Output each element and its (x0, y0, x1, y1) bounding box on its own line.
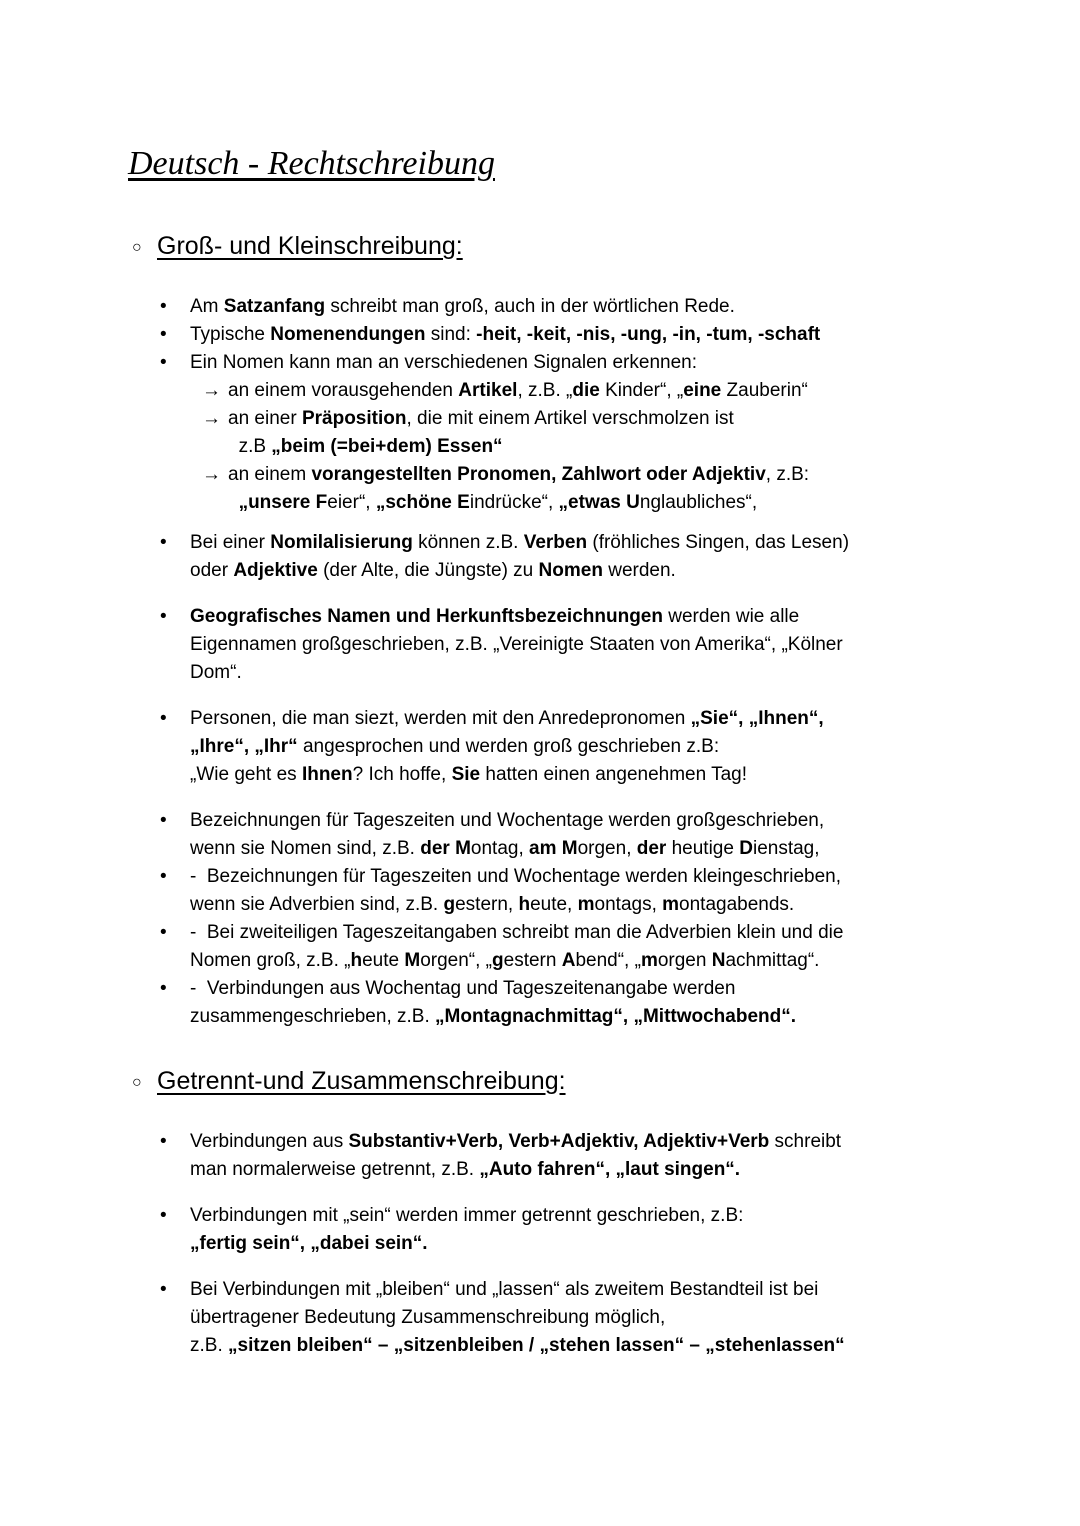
bullet-icon: • (160, 324, 167, 345)
bullet-icon: • (160, 810, 167, 831)
list-item (160, 349, 1040, 377)
text-run: an einem (228, 464, 312, 485)
item-text (190, 529, 849, 585)
item-text (190, 807, 824, 863)
list-item (160, 863, 1040, 919)
text-run: werden. (602, 560, 676, 581)
item-text (190, 1202, 743, 1258)
text-run: Artikel (458, 380, 518, 401)
section (128, 1065, 1040, 1360)
text-run: Personen, die man siezt, werden mit den Anredepronomen (190, 708, 691, 729)
item-text (190, 1128, 841, 1184)
text-run: an einem vorausgehenden (228, 380, 459, 401)
text-run: sind: (425, 324, 477, 345)
list-item (202, 377, 1040, 405)
section-heading: Groß- und Kleinschreibung: (157, 232, 463, 260)
text-run: (der Alte, die Jüngste) zu (317, 560, 539, 581)
text-run: „Auto fahren“, „laut singen“. (479, 1159, 741, 1180)
bullet-icon: • (160, 978, 167, 999)
text-run: Am (190, 296, 224, 317)
text-run: Nomilalisierung (270, 532, 413, 553)
list-item (160, 1276, 1040, 1360)
text-run: z.B (228, 436, 272, 457)
text-run: am M (529, 838, 578, 859)
list-item (160, 321, 1040, 349)
text-run: Bezeichnungen für Tageszeiten und Wochentage werden großgeschrieben, (190, 810, 825, 831)
text-run: Ihnen (301, 764, 353, 785)
text-run: E (457, 492, 470, 513)
item-text (228, 377, 808, 405)
list-item (160, 975, 1040, 1031)
text-run: Bei einer (190, 532, 271, 553)
document-title: Deutsch - Rechtschreibung (128, 145, 495, 182)
text-run: Geografisches Namen und Herkunftsbezeichnungen (190, 606, 663, 627)
text-run: estern (503, 950, 562, 971)
list-item (160, 1202, 1040, 1258)
text-run: Dom“. (190, 662, 242, 683)
list-item (160, 919, 1040, 975)
text-run: - Verbindungen aus Wochentag und Tageszeitenangabe werden (190, 978, 736, 999)
list-item (202, 405, 1040, 461)
text-run: heutige (666, 838, 740, 859)
text-run: ienstag, (752, 838, 820, 859)
text-run: Verben (523, 532, 588, 553)
text-run: Kinder“, „ (599, 380, 684, 401)
bullet-icon: • (160, 922, 167, 943)
text-run: Ein Nomen kann man an verschiedenen Signalen erkennen: (190, 352, 697, 373)
text-run: können z.B. (412, 532, 524, 553)
arrow-icon: → (202, 380, 221, 401)
section-items (128, 293, 1040, 1031)
text-run: schreibt (769, 1131, 842, 1152)
text-run: A (561, 950, 576, 971)
text-run: Nomenendungen (270, 324, 426, 345)
text-run: achmittag“. (725, 950, 820, 971)
bullet-icon: • (160, 1131, 167, 1152)
text-run: der (636, 838, 667, 859)
list-item (160, 705, 1040, 789)
text-run: zusammengeschrieben, z.B. (190, 1006, 436, 1027)
text-run: vorangestellten Pronomen, Zahlwort oder Adjektiv (311, 464, 766, 485)
list-item (160, 529, 1040, 585)
text-run: Präposition (301, 408, 407, 429)
text-run: g (443, 894, 456, 915)
text-run: (fröhliches Singen, das Lesen) (587, 532, 850, 553)
list-item (160, 1128, 1040, 1184)
circle-bullet-icon: ○ (132, 239, 142, 256)
item-text (190, 863, 841, 919)
text-run: estern, (455, 894, 519, 915)
text-run: „Sie“, „Ihnen“, (690, 708, 824, 729)
text-run: Zauberin“ (721, 380, 808, 401)
text-run: bend“, „ (575, 950, 641, 971)
item-text (190, 603, 843, 687)
section-heading-row (132, 1065, 1040, 1101)
text-run: der M (420, 838, 471, 859)
bullet-icon: • (160, 1279, 167, 1300)
section-heading-row (132, 230, 1040, 266)
list-item (160, 603, 1040, 687)
bullet-icon: • (160, 866, 167, 887)
bullet-icon: • (160, 532, 167, 553)
text-run: Adjektive (233, 560, 318, 581)
arrow-icon: → (202, 408, 221, 429)
section-heading: Getrennt-und Zusammenschreibung: (157, 1067, 566, 1095)
text-run: wenn sie Adverbien sind, z.B. (190, 894, 444, 915)
text-run: Eigennamen großgeschrieben, z.B. „Vereinigte Staaten von Amerika“, „Kölner (190, 634, 843, 655)
text-run: Substantiv+Verb, Verb+Adjektiv, Adjektiv+Verb (348, 1131, 770, 1152)
text-run: hatten einen angenehmen Tag! (480, 764, 748, 785)
text-run: orgen, (577, 838, 637, 859)
text-run: m (640, 950, 658, 971)
text-run: - Bezeichnungen für Tageszeiten und Wochentage werden kleingeschrieben, (190, 866, 842, 887)
text-run: „Wie geht es (190, 764, 302, 785)
text-run: Nomen (538, 560, 603, 581)
bullet-icon: • (160, 296, 167, 317)
text-run: ontag, (470, 838, 530, 859)
item-text (190, 919, 843, 975)
text-run: „Montagnachmittag“, „Mittwochabend“. (435, 1006, 797, 1027)
text-run: U (626, 492, 640, 513)
text-run: angesprochen und werden groß geschrieben z.B: (297, 736, 720, 757)
text-run: , z.B. „ (517, 380, 573, 401)
text-run: m (662, 894, 680, 915)
text-run: „sitzen bleiben“ – „sitzenbleiben / „stehen lassen“ – „stehenlassen“ (228, 1335, 845, 1356)
item-text (190, 321, 820, 349)
text-run: Bei Verbindungen mit „bleiben“ und „lassen“ als zweitem Bestandteil ist bei (190, 1279, 819, 1300)
list-item (160, 293, 1040, 321)
section-items (128, 1128, 1040, 1360)
text-run: Typische (190, 324, 271, 345)
text-run: Sie (451, 764, 481, 785)
text-run: N (711, 950, 726, 971)
text-run: „schöne (375, 492, 452, 513)
text-run: schreibt man groß, auch in der wörtlichen Rede. (325, 296, 735, 317)
text-run (228, 492, 239, 513)
text-run: eute, (530, 894, 578, 915)
text-run: z.B. (190, 1335, 229, 1356)
text-run: Nomen groß, z.B. „ (190, 950, 351, 971)
document-sections (128, 230, 1040, 1360)
text-run: werden wie alle (662, 606, 800, 627)
text-run: , z.B: (765, 464, 810, 485)
text-run: orgen (657, 950, 712, 971)
text-run: „unsere (238, 492, 311, 513)
text-run: F (315, 492, 328, 513)
text-run: orgen“, „ (420, 950, 493, 971)
text-run: Verbindungen mit „sein“ werden immer getrennt geschrieben, z.B: (190, 1205, 744, 1226)
text-run: Verbindungen aus (190, 1131, 349, 1152)
arrow-icon: → (202, 464, 221, 485)
bullet-icon: • (160, 708, 167, 729)
list-item (160, 807, 1040, 863)
text-run: oder (190, 560, 234, 581)
item-text (190, 349, 697, 377)
text-run: übertragener Bedeutung Zusammenschreibung möglich, (190, 1307, 666, 1328)
item-text (228, 405, 734, 461)
text-run: D (739, 838, 753, 859)
item-text (190, 1276, 845, 1360)
text-run: „beim (=bei+dem) Essen“ (271, 436, 503, 457)
text-run: „Ihre“, „Ihr“ (190, 736, 298, 757)
text-run: die (572, 380, 600, 401)
text-run: an einer (228, 408, 302, 429)
text-run: M (404, 950, 421, 971)
text-run: ontags, (594, 894, 663, 915)
text-run: wenn sie Nomen sind, z.B. (190, 838, 421, 859)
text-run: Satzanfang (223, 296, 326, 317)
text-run: ontagabends. (679, 894, 795, 915)
text-run: , die mit einem Artikel verschmolzen ist (406, 408, 734, 429)
list-item (202, 461, 1040, 517)
bullet-icon: • (160, 606, 167, 627)
text-run: m (577, 894, 595, 915)
text-run: „etwas (558, 492, 621, 513)
text-run: man normalerweise getrennt, z.B. (190, 1159, 480, 1180)
section (128, 230, 1040, 1031)
item-text (190, 705, 824, 789)
bullet-icon: • (160, 1205, 167, 1226)
text-run: eier“, (327, 492, 376, 513)
circle-bullet-icon: ○ (132, 1074, 142, 1091)
item-text (190, 975, 796, 1031)
text-run: indrücke“, (469, 492, 559, 513)
text-run: eine (683, 380, 722, 401)
text-run: h (350, 950, 363, 971)
text-run: nglaubliches“, (639, 492, 758, 513)
bullet-icon: • (160, 352, 167, 373)
text-run: eute (362, 950, 405, 971)
text-run: -heit, -keit, -nis, -ung, -in, -tum, -schaft (476, 324, 821, 345)
text-run: - Bei zweiteiligen Tageszeitangaben schreibt man die Adverbien klein und die (190, 922, 844, 943)
item-text (190, 293, 735, 321)
text-run: h (518, 894, 531, 915)
text-run: ? Ich hoffe, (352, 764, 452, 785)
text-run: g (492, 950, 504, 971)
item-text (228, 461, 809, 517)
text-run: „fertig sein“, „dabei sein“. (190, 1233, 428, 1254)
